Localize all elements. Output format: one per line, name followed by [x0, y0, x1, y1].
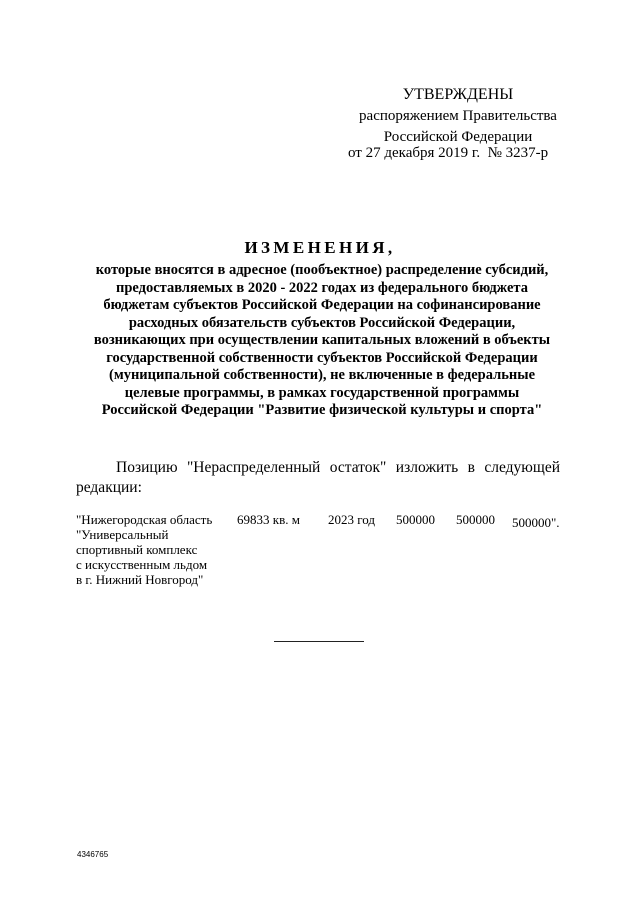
approval-block: [330, 84, 586, 147]
subtitle-line: государственной собственности субъектов Российской Федерации: [106, 349, 538, 366]
subtitle-line: расходных обязательств субъектов Российской Федерации,: [128, 314, 516, 331]
separator-line: [274, 641, 364, 642]
subtitle-line: возникающих при осуществлении капитальных вложений в объекты: [93, 332, 551, 348]
approval-heading: УТВЕРЖДЕНЫ: [402, 86, 514, 103]
approval-line-1: распоряжением Правительства: [359, 108, 557, 124]
object-name-line: в г. Нижний Новгород": [76, 572, 204, 587]
body-word: в: [467, 459, 475, 476]
value-cell-2: 500000: [456, 512, 495, 527]
document-id: 4346765: [77, 850, 109, 859]
value-cell-1: 500000: [396, 512, 435, 527]
year-cell: 2023 год: [328, 512, 375, 527]
subtitle-line: целевые программы, в рамках государственной программы: [124, 384, 520, 401]
body-word: "Нераспределенный: [186, 459, 321, 476]
area-cell: 69833 кв. м: [237, 512, 300, 527]
object-name-line: "Нижегородская область: [76, 512, 213, 527]
subtitle-line: которые вносятся в адресное (пообъектное) распределение субсидий,: [95, 262, 549, 278]
subtitle-line: предоставляемых в 2020 - 2022 годах из федерального бюджета: [116, 279, 528, 296]
object-name-line: спортивный комплекс: [76, 542, 198, 557]
value-cell-3: 500000".: [512, 515, 560, 530]
subtitle-line: (муниципальной собственности), не включенные в федеральные: [108, 367, 536, 383]
subtitle-line: бюджетам субъектов Российской Федерации на софинансирование: [103, 297, 541, 313]
body-line-2: редакции:: [76, 479, 142, 496]
object-name-cell: [76, 512, 212, 587]
approval-date-line: от 27 декабря 2019 г. № 3237-р: [348, 145, 549, 161]
approval-line-2: Российской Федерации: [383, 128, 533, 145]
object-name-line: с искусственным льдом: [76, 557, 208, 572]
object-name-line: "Универсальный: [76, 527, 169, 542]
document-title: ИЗМЕНЕНИЯ,: [244, 238, 396, 257]
document-subtitle: [60, 262, 584, 420]
subtitle-line: Российской Федерации "Развитие физической культуры и спорта": [101, 402, 543, 418]
body-word: Позицию: [116, 459, 178, 476]
body-line-1: [76, 458, 560, 478]
body-paragraph: [76, 458, 560, 498]
body-word: изложить: [395, 459, 459, 476]
body-word: остаток": [329, 459, 387, 476]
body-word: следующей: [484, 459, 560, 476]
table-row: [76, 512, 576, 592]
